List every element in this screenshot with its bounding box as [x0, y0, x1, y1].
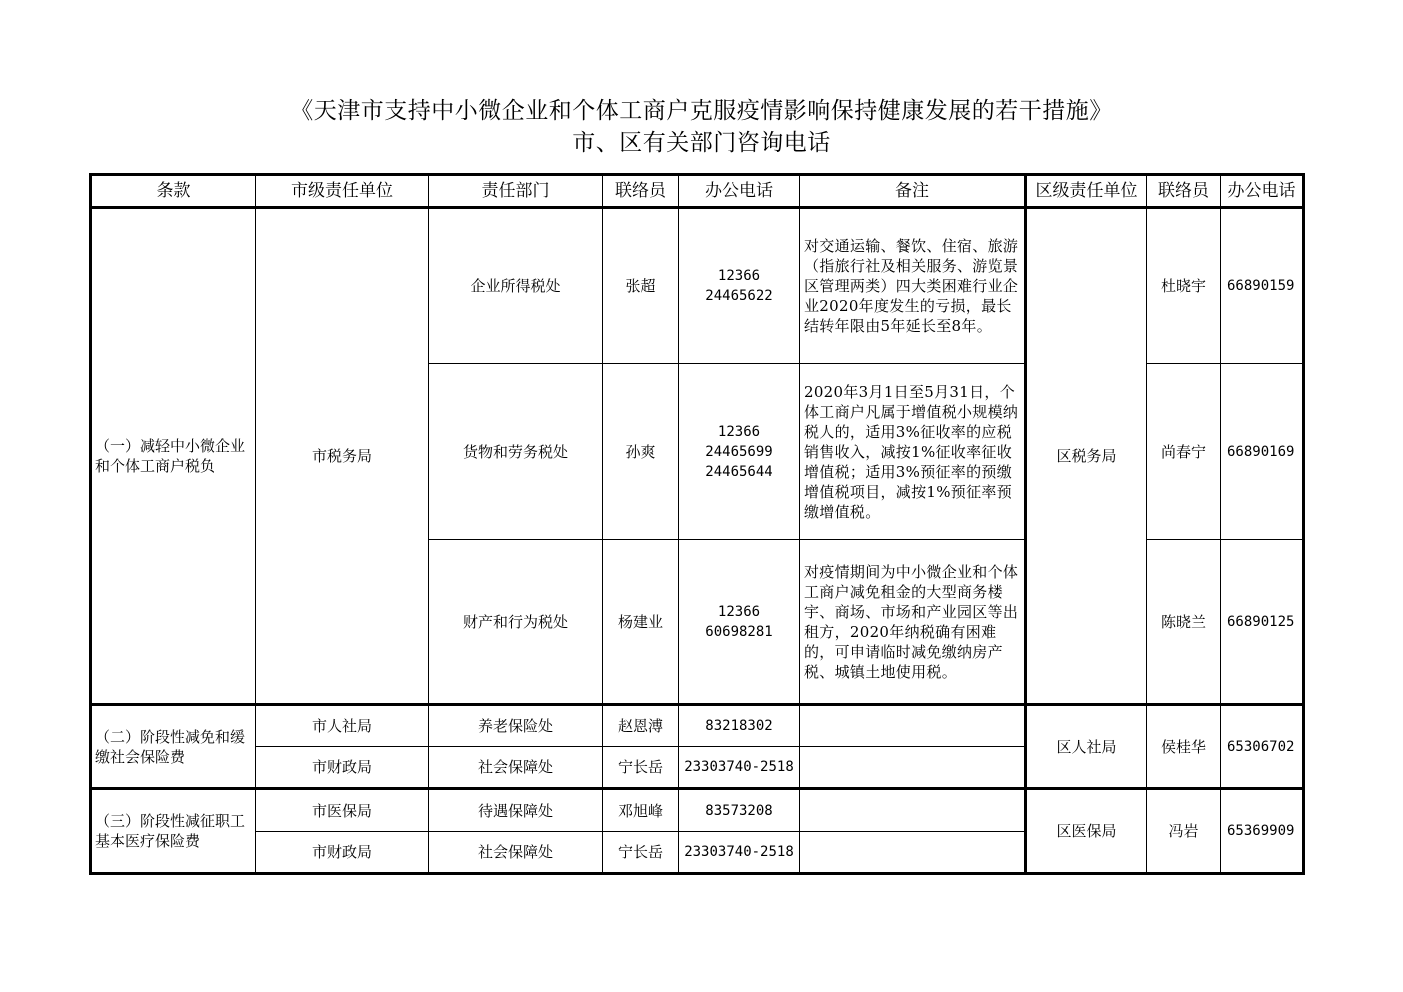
city-unit-cell: 市医保局 [256, 789, 429, 832]
department-cell: 财产和行为税处 [429, 540, 603, 705]
department-cell: 企业所得税处 [429, 208, 603, 364]
header-phone: 办公电话 [679, 175, 800, 208]
district-contact-cell: 侯桂华 [1147, 705, 1221, 789]
header-clause: 条款 [91, 175, 256, 208]
city-unit-cell: 市人社局 [256, 705, 429, 747]
contact-cell: 张超 [603, 208, 679, 364]
note-cell [800, 832, 1026, 874]
department-cell: 社会保障处 [429, 747, 603, 789]
note-cell [800, 747, 1026, 789]
header-contact: 联络员 [603, 175, 679, 208]
header-district-unit: 区级责任单位 [1026, 175, 1147, 208]
clause-cell: （三）阶段性减征职工基本医疗保险费 [91, 789, 256, 874]
contact-cell: 孙爽 [603, 364, 679, 540]
note-cell: 对疫情期间为中小微企业和个体工商户减免租金的大型商务楼宇、商场、市场和产业园区等出租方，2020年纳税确有困难的，可申请临时减免缴纳房产税、城镇土地使用税。 [800, 540, 1026, 705]
department-cell: 社会保障处 [429, 832, 603, 874]
contact-cell: 邓旭峰 [603, 789, 679, 832]
note-cell [800, 789, 1026, 832]
city-unit-cell: 市财政局 [256, 747, 429, 789]
district-phone-cell: 66890125 [1221, 540, 1304, 705]
document-title: 《天津市支持中小微企业和个体工商户克服疫情影响保持健康发展的若干措施》 [290, 98, 1113, 124]
header-district-contact: 联络员 [1147, 175, 1221, 208]
contact-cell: 杨建业 [603, 540, 679, 705]
department-cell: 货物和劳务税处 [429, 364, 603, 540]
note-cell: 2020年3月1日至5月31日，个体工商户凡属于增值税小规模纳税人的，适用3%征收率的应税销售收入，减按1%征收率征收增值税；适用3%预征率的预缴增值税项目，减按1%预征率预缴增值税。 [800, 364, 1026, 540]
district-phone-cell: 65369909 [1221, 789, 1304, 874]
phone-cell: 12366 24465622 [679, 208, 800, 364]
district-phone-cell: 66890169 [1221, 364, 1304, 540]
district-phone-cell: 66890159 [1221, 208, 1304, 364]
district-unit-cell: 区人社局 [1026, 705, 1147, 789]
header-district-phone: 办公电话 [1221, 175, 1304, 208]
table-row [91, 208, 1304, 364]
note-cell: 对交通运输、餐饮、住宿、旅游（指旅行社及相关服务、游览景区管理两类）四大类困难行业企业2020年度发生的亏损，最长结转年限由5年延长至8年。 [800, 208, 1026, 364]
district-contact-cell: 杜晓宇 [1147, 208, 1221, 364]
phone-cell: 12366 24465699 24465644 [679, 364, 800, 540]
district-unit-cell: 区医保局 [1026, 789, 1147, 874]
district-contact-cell: 冯岩 [1147, 789, 1221, 874]
header-city-unit: 市级责任单位 [256, 175, 429, 208]
district-unit-cell: 区税务局 [1026, 208, 1147, 705]
district-phone-cell: 65306702 [1221, 705, 1304, 789]
city-unit-cell: 市财政局 [256, 832, 429, 874]
clause-cell: （一）减轻中小微企业和个体工商户税负 [91, 208, 256, 705]
department-cell: 养老保险处 [429, 705, 603, 747]
header-row [91, 175, 1304, 208]
header-note: 备注 [800, 175, 1026, 208]
contact-cell: 宁长岳 [603, 747, 679, 789]
phone-cell: 23303740-2518 [679, 832, 800, 874]
table-row [91, 789, 1304, 832]
document-subtitle: 市、区有关部门咨询电话 [572, 130, 831, 156]
phone-cell: 83573208 [679, 789, 800, 832]
phone-cell: 12366 60698281 [679, 540, 800, 705]
header-department: 责任部门 [429, 175, 603, 208]
city-unit-cell: 市税务局 [256, 208, 429, 705]
department-cell: 待遇保障处 [429, 789, 603, 832]
contact-cell: 宁长岳 [603, 832, 679, 874]
note-cell [800, 705, 1026, 747]
contact-cell: 赵恩溥 [603, 705, 679, 747]
district-contact-cell: 陈晓兰 [1147, 540, 1221, 705]
table-row [91, 705, 1304, 747]
contact-table [89, 173, 1305, 875]
district-contact-cell: 尚春宁 [1147, 364, 1221, 540]
phone-cell: 83218302 [679, 705, 800, 747]
clause-cell: （二）阶段性减免和缓缴社会保险费 [91, 705, 256, 789]
phone-cell: 23303740-2518 [679, 747, 800, 789]
